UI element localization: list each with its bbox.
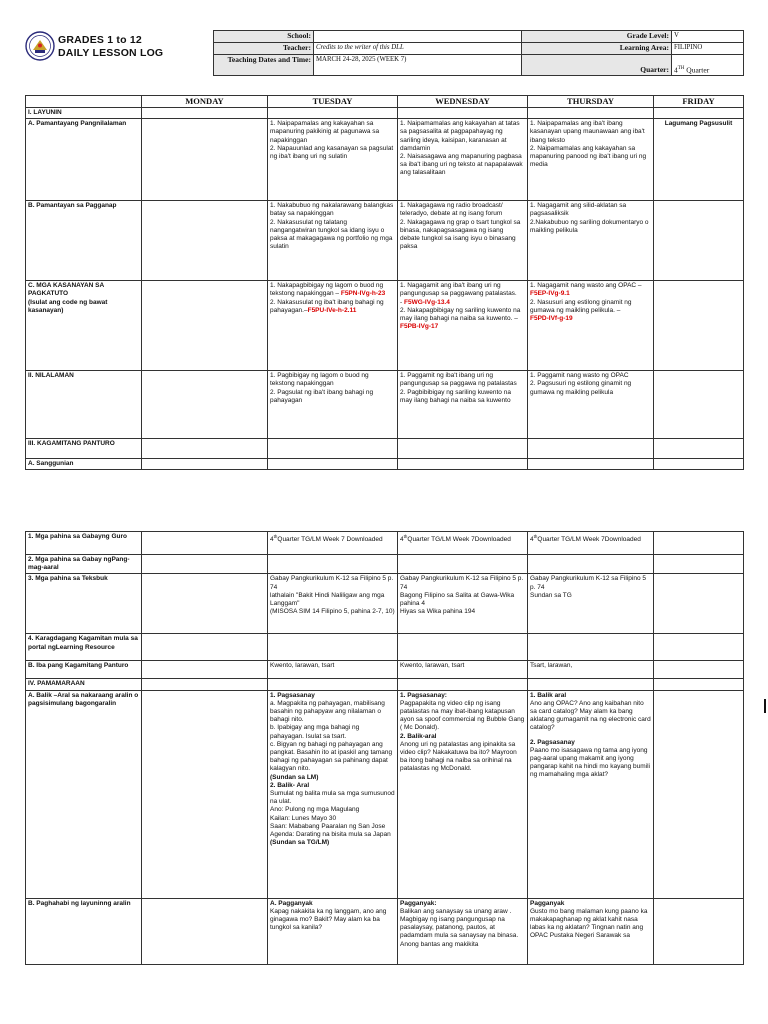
b-tue-cell: 1. Nakabubuo ng nakalarawang balangkas batay sa napakinggan 2. Nakasusulat ng talatang nangangatwiran tungkol sa idang isyu o paksa at makagagawa ng portfolio ng mga sulatin xyxy=(268,201,398,281)
rb-thu-cell: Tsart, larawan, xyxy=(528,661,654,679)
r1-wed-cell: 4thQuarter TG/LM Week 7Downloaded xyxy=(398,532,528,555)
a-wed-cell: 1. Naipamamalas ang kakayahan at tatas sa pagsasalita at pagpapahayag ng sariling ideya, kaisipan, karanasan at damdamin 2. Naisasagawa ang mapanuring pagbasa sa iba't ibang uri ng teksto at napapalawak ang talasalitaan xyxy=(398,119,528,201)
rbh-thu-cell: Pagganyak Gusto mo bang malaman kung paano ka makakapaghanap ng aklat kahit nasa labas ka ng aklatan? Tingnan natin ang OPAC Pustaka Negeri Sarawak sa xyxy=(528,898,654,964)
code-f5wg: F5WG-IVg-13.4 xyxy=(403,298,450,306)
b-wed-cell: 1. Nakagagawa ng radio broadcast/ teleradyo, debate at ng isang forum 2. Nakagagawa ng grap o tsart tungkol sa binasa, nakapagsasagawa ng isang debate tungkol sa isang isyu o binasang paksa xyxy=(398,201,528,281)
day-header-tuesday: TUESDAY xyxy=(268,96,398,108)
lesson-log-table-top xyxy=(25,95,744,470)
pamantayang-pangnilalaman-label: A. Pamantayang Pangnilalaman xyxy=(26,119,142,201)
r3-wed-cell: Gabay Pangkurikulum K-12 sa Filipino 5 p. 74 Bagong Filipino sa Salita at Gawa-Wika pahina 4 Hiyas sa Wika pahina 194 xyxy=(398,574,528,634)
c-thu-cell: 1. Nagagamit nang wasto ang OPAC – F5EP-IVg-9.1 2. Nasusuri ang estilong ginamit ng gumawa ng maikling pelikula. – F5PD-IVf-g-19 xyxy=(528,281,654,371)
area-value: FILIPINO xyxy=(672,43,744,55)
school-label: School: xyxy=(214,31,314,43)
document-title: GRADES 1 to 12 DAILY LESSON LOG xyxy=(58,34,164,59)
area-label: Learning Area: xyxy=(522,43,672,55)
rbh-wed-cell: Pagganyak: Balikan ang sanaysay sa unang araw . Magbigay ng isang pangungusap na pasalaysay, patanong, pautos, at padamdam mula sa sanaysay na binasa. Anong bantas ang makikita xyxy=(398,898,528,964)
nilalaman-label: II. NILALAMAN xyxy=(26,371,142,439)
code-f5pn: F5PN-IVg-h-23 xyxy=(340,290,386,298)
pamamaraan-label: IV. PAMAMARAAN xyxy=(26,679,142,690)
sanggunian-label: A. Sanggunian xyxy=(26,459,142,470)
ra-thu-cell: 1. Balik aral Ano ang OPAC? Ano ang kaibahan nito sa card catalog? May alam ka bang aklatang gumagamit na ng electronic card catalog? 2. Pagsasanay Paano mo isasagawa ng tama ang iyong pag-aaral upang makamit ang iyong pangarap kahit na hindi mo kayang bumili ng mamahaling mga aklat? xyxy=(528,690,654,898)
layunin-label: I. LAYUNIN xyxy=(26,108,142,119)
a-thu-cell: 1. Naipapamalas ang iba't ibang kasanayan upang maunawaan ang iba't ibang teksto 2. Naipamamalas ang kakayahan sa mapanuring panood ng iba't ibang uri ng media xyxy=(528,119,654,201)
rb-wed-cell: Kwento, larawan, tsart xyxy=(398,661,528,679)
code-f5pd: F5PD-IVf-g-19 xyxy=(530,315,573,323)
kagamitang-panturo-label: III. KAGAMITANG PANTURO xyxy=(26,439,142,459)
dates-value: MARCH 24-28, 2025 (WEEK 7) xyxy=(314,55,522,76)
rb-tue-cell: Kwento, larawan, tsart xyxy=(268,661,398,679)
day-header-friday: FRIDAY xyxy=(654,96,744,108)
n-tue-cell: 1. Pagbibigay ng lagom o buod ng tekstong napakinggan 2. Pagsulat ng iba't ibang bahagi ng pahayagan xyxy=(268,371,398,439)
teacher-value: Credits to the writer of this DLL xyxy=(314,43,522,55)
lesson-log-table-bottom xyxy=(25,531,744,965)
n-thu-cell: 1. Paggamit nang wasto ng OPAC 2. Pagsusuri ng estilong ginamit ng gumawa ng maikling pelikula xyxy=(528,371,654,439)
ra-wed-cell: 1. Pagsasanay: Pagpapakita ng video clip ng isang patalastas na may ibat-ibang katapusan ayon sa spoof commercial ng Bubble Gang ( Mc Donald). 2. Balik-aral Anong uri ng patalastas ang ipinakita sa video clip? Nakakatuwa ba ito? Mayroon ba itong bahagi na naiba sa orihinal na patalastas ng McDonald. xyxy=(398,690,528,898)
teacher-label: Teacher: xyxy=(214,43,314,55)
c-tue-cell: 1. Nakapagbibigay ng lagom o buod ng tekstong napakinggan – F5PN-IVg-h-23 2. Nakasusulat ng iba't ibang bahagi ng pahayagan.–F5PU-IVe-h-2.11 xyxy=(268,281,398,371)
quarter-value: 4TH Quarter xyxy=(672,55,744,76)
edge-marker xyxy=(764,699,766,713)
info-table xyxy=(213,30,744,76)
day-header-monday: MONDAY xyxy=(142,96,268,108)
pamantayan-sa-pagganap-label: B. Pamantayan sa Pagganap xyxy=(26,201,142,281)
b-thu-cell: 1. Nagagamit ang silid-aklatan sa pagsasaliksik 2.Nakabubuo ng sariling dokumentaryo o maikling pelikula xyxy=(528,201,654,281)
kasanayan-label: C. MGA KASANAYAN SA PAGKATUTO (Isulat ang code ng bawat kasanayan) xyxy=(26,281,142,371)
karagdagang-kagamitan-label: 4. Karagdagang Kagamitan mula sa portal ngLearning Resource xyxy=(26,634,142,661)
c-wed-cell: 1. Nagagamit ang iba't ibang uri ng pangungusap sa paggawang patalastas. - F5WG-IVg-13.4 2. Nakapagbibigay ng sariling kuwento na may ilang bahagi na naiba sa kuwento. – F5PB-IVg-17 xyxy=(398,281,528,371)
r3-thu-cell: Gabay Pangkurikulum K-12 sa Filipino 5 p. 74 Sundan sa TG xyxy=(528,574,654,634)
gabay-mag-aaral-label: 2. Mga pahina sa Gabay ngPang-mag-aaral xyxy=(26,555,142,574)
r3-tue-cell: Gabay Pangkurikulum K-12 sa Filipino 5 p. 74 lathalain "Bakit Hindi Naliligaw ang mga Langgam" (MISOSA SIM 14 Filipino 5, pahina 2-7, 10) xyxy=(268,574,398,634)
teksbuk-label: 3. Mga pahina sa Teksbuk xyxy=(26,574,142,634)
quarter-label: Quarter: xyxy=(522,55,672,76)
school-value xyxy=(314,31,522,43)
code-f5ep: F5EP-IVg-9.1 xyxy=(530,290,570,298)
n-wed-cell: 1. Paggamit ng iba't ibang uri ng pangungusap sa paggawa ng patalastas 2. Pagbibibigay ng sariling kuwento na may ilang bahagi na naiba sa kuwento xyxy=(398,371,528,439)
deped-seal-logo xyxy=(25,31,55,61)
corner-cell xyxy=(26,96,142,108)
a-fri-cell: Lagumang Pagsusulit xyxy=(654,119,744,201)
r1-thu-cell: 4thQuarter TG/LM Week 7Downloaded xyxy=(528,532,654,555)
grade-label: Grade Level: xyxy=(522,31,672,43)
gabay-guro-label: 1. Mga pahina sa Gabayng Guro xyxy=(26,532,142,555)
dates-label: Teaching Dates and Time: xyxy=(214,55,314,76)
code-f5pb: F5PB-IVg-17 xyxy=(400,323,439,331)
iba-pang-kagamitan-label: B. Iba pang Kagamitang Panturo xyxy=(26,661,142,679)
day-header-wednesday: WEDNESDAY xyxy=(398,96,528,108)
paghahabi-label: B. Paghahabi ng layuninng aralin xyxy=(26,898,142,964)
grade-value: V xyxy=(672,31,744,43)
ra-tue-cell: 1. Pagsasanay a. Magpakita ng pahayagan, mabilisang basahin ng pahapyaw ang nilalaman o bahagi nito. b. Ipabigay ang mga bahagi ng pahayagan. Isulat sa tsart. c. Bigyan ng bahagi ng pahayagan ang pangkat. Basahin ito at ipaskil ang tamang bahagi ng pahayagan sa pahinang dapat kalagyan nito. (Sundan sa LM) 2. Balik- Aral Sumulat ng balita mula sa mga sumusunod na ulat. Ano: Pulong ng mga Magulang Kailan: Lunes Mayo 30 Saan: Mababang Paaralan ng San Jose Agenda: Darating na bisita mula sa Japan (Sundan sa TG/LM) xyxy=(268,690,398,898)
day-header-thursday: THURSDAY xyxy=(528,96,654,108)
rbh-tue-cell: A. Pagganyak Kapag nakakita ka ng langgam, ano ang ginagawa mo? Bakit? May alam ka ba tungkol sa kanila? xyxy=(268,898,398,964)
balik-aral-label: A. Balik –Aral sa nakaraang aralin o pagsisimulang bagongaralin xyxy=(26,690,142,898)
r1-tue-cell: 4thQuarter TG/LM Week 7 Downloaded xyxy=(268,532,398,555)
code-f5pu: F5PU-IVe-h-2.11 xyxy=(307,306,357,314)
a-tue-cell: 1. Naipapamalas ang kakayahan sa mapanuring pakikinig at pagunawa sa napakinggan 2. Napauunlad ang kasanayan sa pagsulat ng iba't ibang uri ng sulatin xyxy=(268,119,398,201)
